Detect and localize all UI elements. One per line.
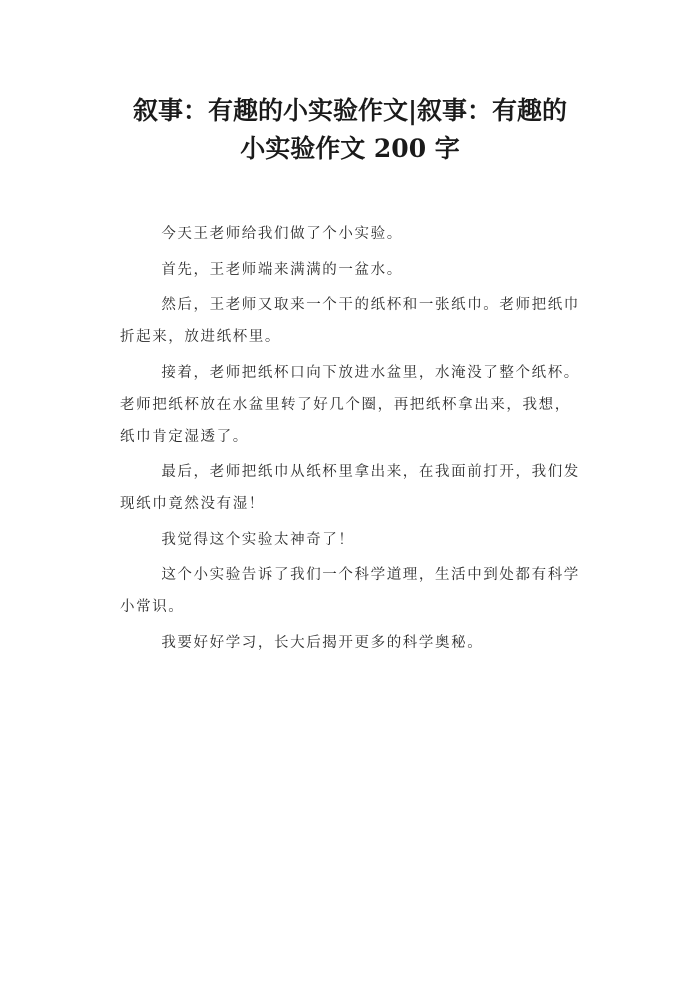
paragraph-2: 首先，王老师端来满满的一盆水。 [161,261,403,278]
paragraph-7: 这个小实验告诉了我们一个科学道理，生活中到处都有科学小常识。 [120,567,580,615]
paragraph-5: 最后，老师把纸巾从纸杯里拿出来，在我面前打开，我们发现纸巾竟然没有湿！ [120,464,580,512]
paragraph-6: 我觉得这个实验太神奇了！ [161,531,355,548]
paragraph-3: 然后，王老师又取来一个干的纸杯和一张纸巾。老师把纸巾折起来，放进纸杯里。 [120,297,580,345]
document-title [110,92,590,168]
title-line-2: 小实验作文 200 字 [240,134,460,163]
essay-body [120,218,582,662]
paragraph-8: 我要好好学习，长大后揭开更多的科学奥秘。 [161,634,484,651]
paragraph-1: 今天王老师给我们做了个小实验。 [161,226,403,242]
paragraph-4: 接着，老师把纸杯口向下放进水盆里，水淹没了整个纸杯。老师把纸杯放在水盆里转了好几个圈，再把纸杯拿出来，我想，纸巾肯定湿透了。 [120,364,580,445]
title-line-1: 叙事：有趣的小实验作文|叙事：有趣的 [132,96,568,125]
